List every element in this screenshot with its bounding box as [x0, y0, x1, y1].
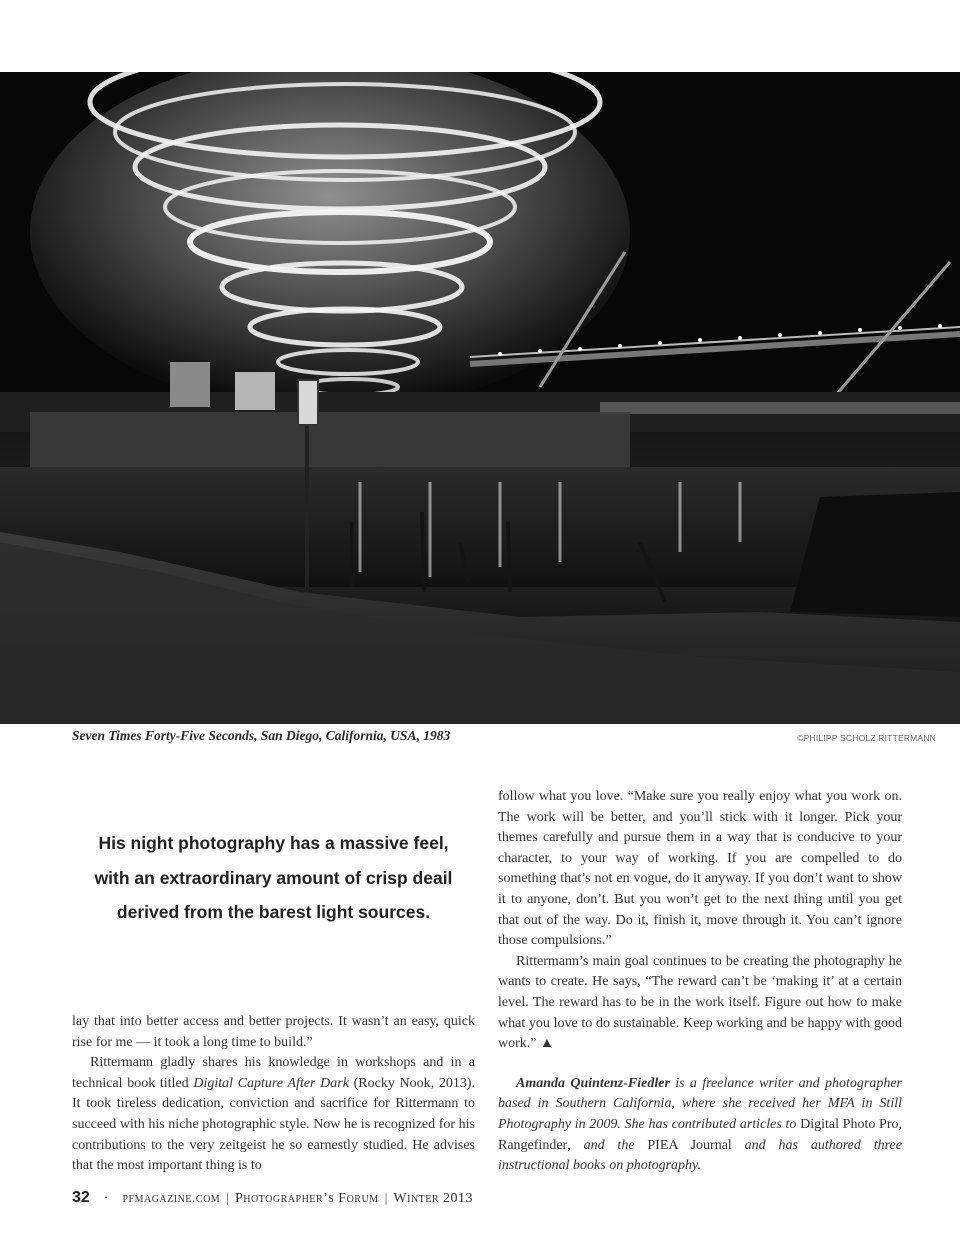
pull-quote-line: His night photography has a massive feel,	[98, 833, 449, 853]
night-harbor-photo-illustration	[0, 72, 960, 724]
photo-credit: ©PHILIPP SCHOLZ RITTERMANN	[797, 733, 936, 743]
paragraph-text: (Rocky Nook, 2013). It took tireless dedication, conviction and sacrifice for Rittermann to succeed with his niche photographic style. Now he is recognized for his contributions to the very zeitgeist he so earnestly studied. He advises that the most important thing is to	[72, 1075, 475, 1174]
paragraph-text: Rittermann gladly shares his knowledge in workshops and in a technical book titled	[72, 1055, 475, 1091]
page-number: 32	[72, 1189, 90, 1206]
publication-name: PIEA Journal	[647, 1137, 732, 1153]
bio-text: and has authored three instructional books on photography.	[498, 1137, 902, 1174]
photo-caption: Seven Times Forty-Five Seconds, San Diego, California, USA, 1983	[72, 728, 451, 743]
book-title: Digital Capture After Dark	[193, 1075, 349, 1091]
pull-quote-line: derived from the barest light sources.	[116, 902, 431, 922]
footer-magazine-name: Photographer’s Forum	[235, 1191, 379, 1206]
footer-bullet: ·	[103, 1191, 109, 1206]
paragraph: follow what you love. “Make sure you really enjoy what you work on. The work will be better, and you’ll stick with it longer. Pick your themes carefully and pursue them in a way that is conducive to your character, to your way of working. If you are compelled to do something that’s not en vogue, do it anyway. If you don’t want to show it to anyone, don’t. But you won’t get to the next thing until you get that out of the way. Do it, finish it, move through it. You can’t ignore those compulsions.”	[498, 789, 902, 949]
end-of-article-mark: ▲	[540, 1036, 554, 1052]
paragraph	[72, 1053, 475, 1177]
author-bio	[498, 1074, 902, 1177]
left-text-column	[72, 1012, 475, 1177]
pull-quote-line: with an extraordinary amount of crisp deail	[94, 867, 453, 888]
featured-photograph	[0, 72, 960, 724]
footer-issue: Winter 2013	[393, 1191, 474, 1206]
paragraph-text: Rittermann’s main goal continues to be creating the photography he wants to create. He says, “The reward can’t be ‘making it’ at a certain level. The reward has to be in the work itself. Figure out how to make what you love to do sustainable. Keep working and be happy with good work.”	[498, 953, 902, 1052]
bio-text: is a freelance writer and photographer based in Southern California, where she received her MFA in Still Photography in 2009. She has contributed articles to	[498, 1075, 902, 1132]
page-footer	[72, 1189, 473, 1207]
right-text-column	[498, 787, 902, 1177]
paragraph	[498, 952, 902, 1055]
publication-name: Rangefinder	[498, 1137, 568, 1153]
pull-quote	[72, 826, 475, 930]
footer-divider: |	[384, 1191, 388, 1206]
bio-text: ,	[898, 1116, 902, 1132]
bio-text: , and the	[567, 1137, 648, 1153]
publication-name: Digital Photo Pro	[800, 1116, 899, 1132]
footer-divider: |	[226, 1191, 230, 1206]
author-name: Amanda Quintenz-Fiedler	[516, 1075, 670, 1091]
footer-website: pfmagazine.com	[122, 1191, 221, 1206]
paragraph: lay that into better access and better projects. It wasn’t an easy, quick rise for me — it took a long time to build.”	[72, 1014, 475, 1050]
